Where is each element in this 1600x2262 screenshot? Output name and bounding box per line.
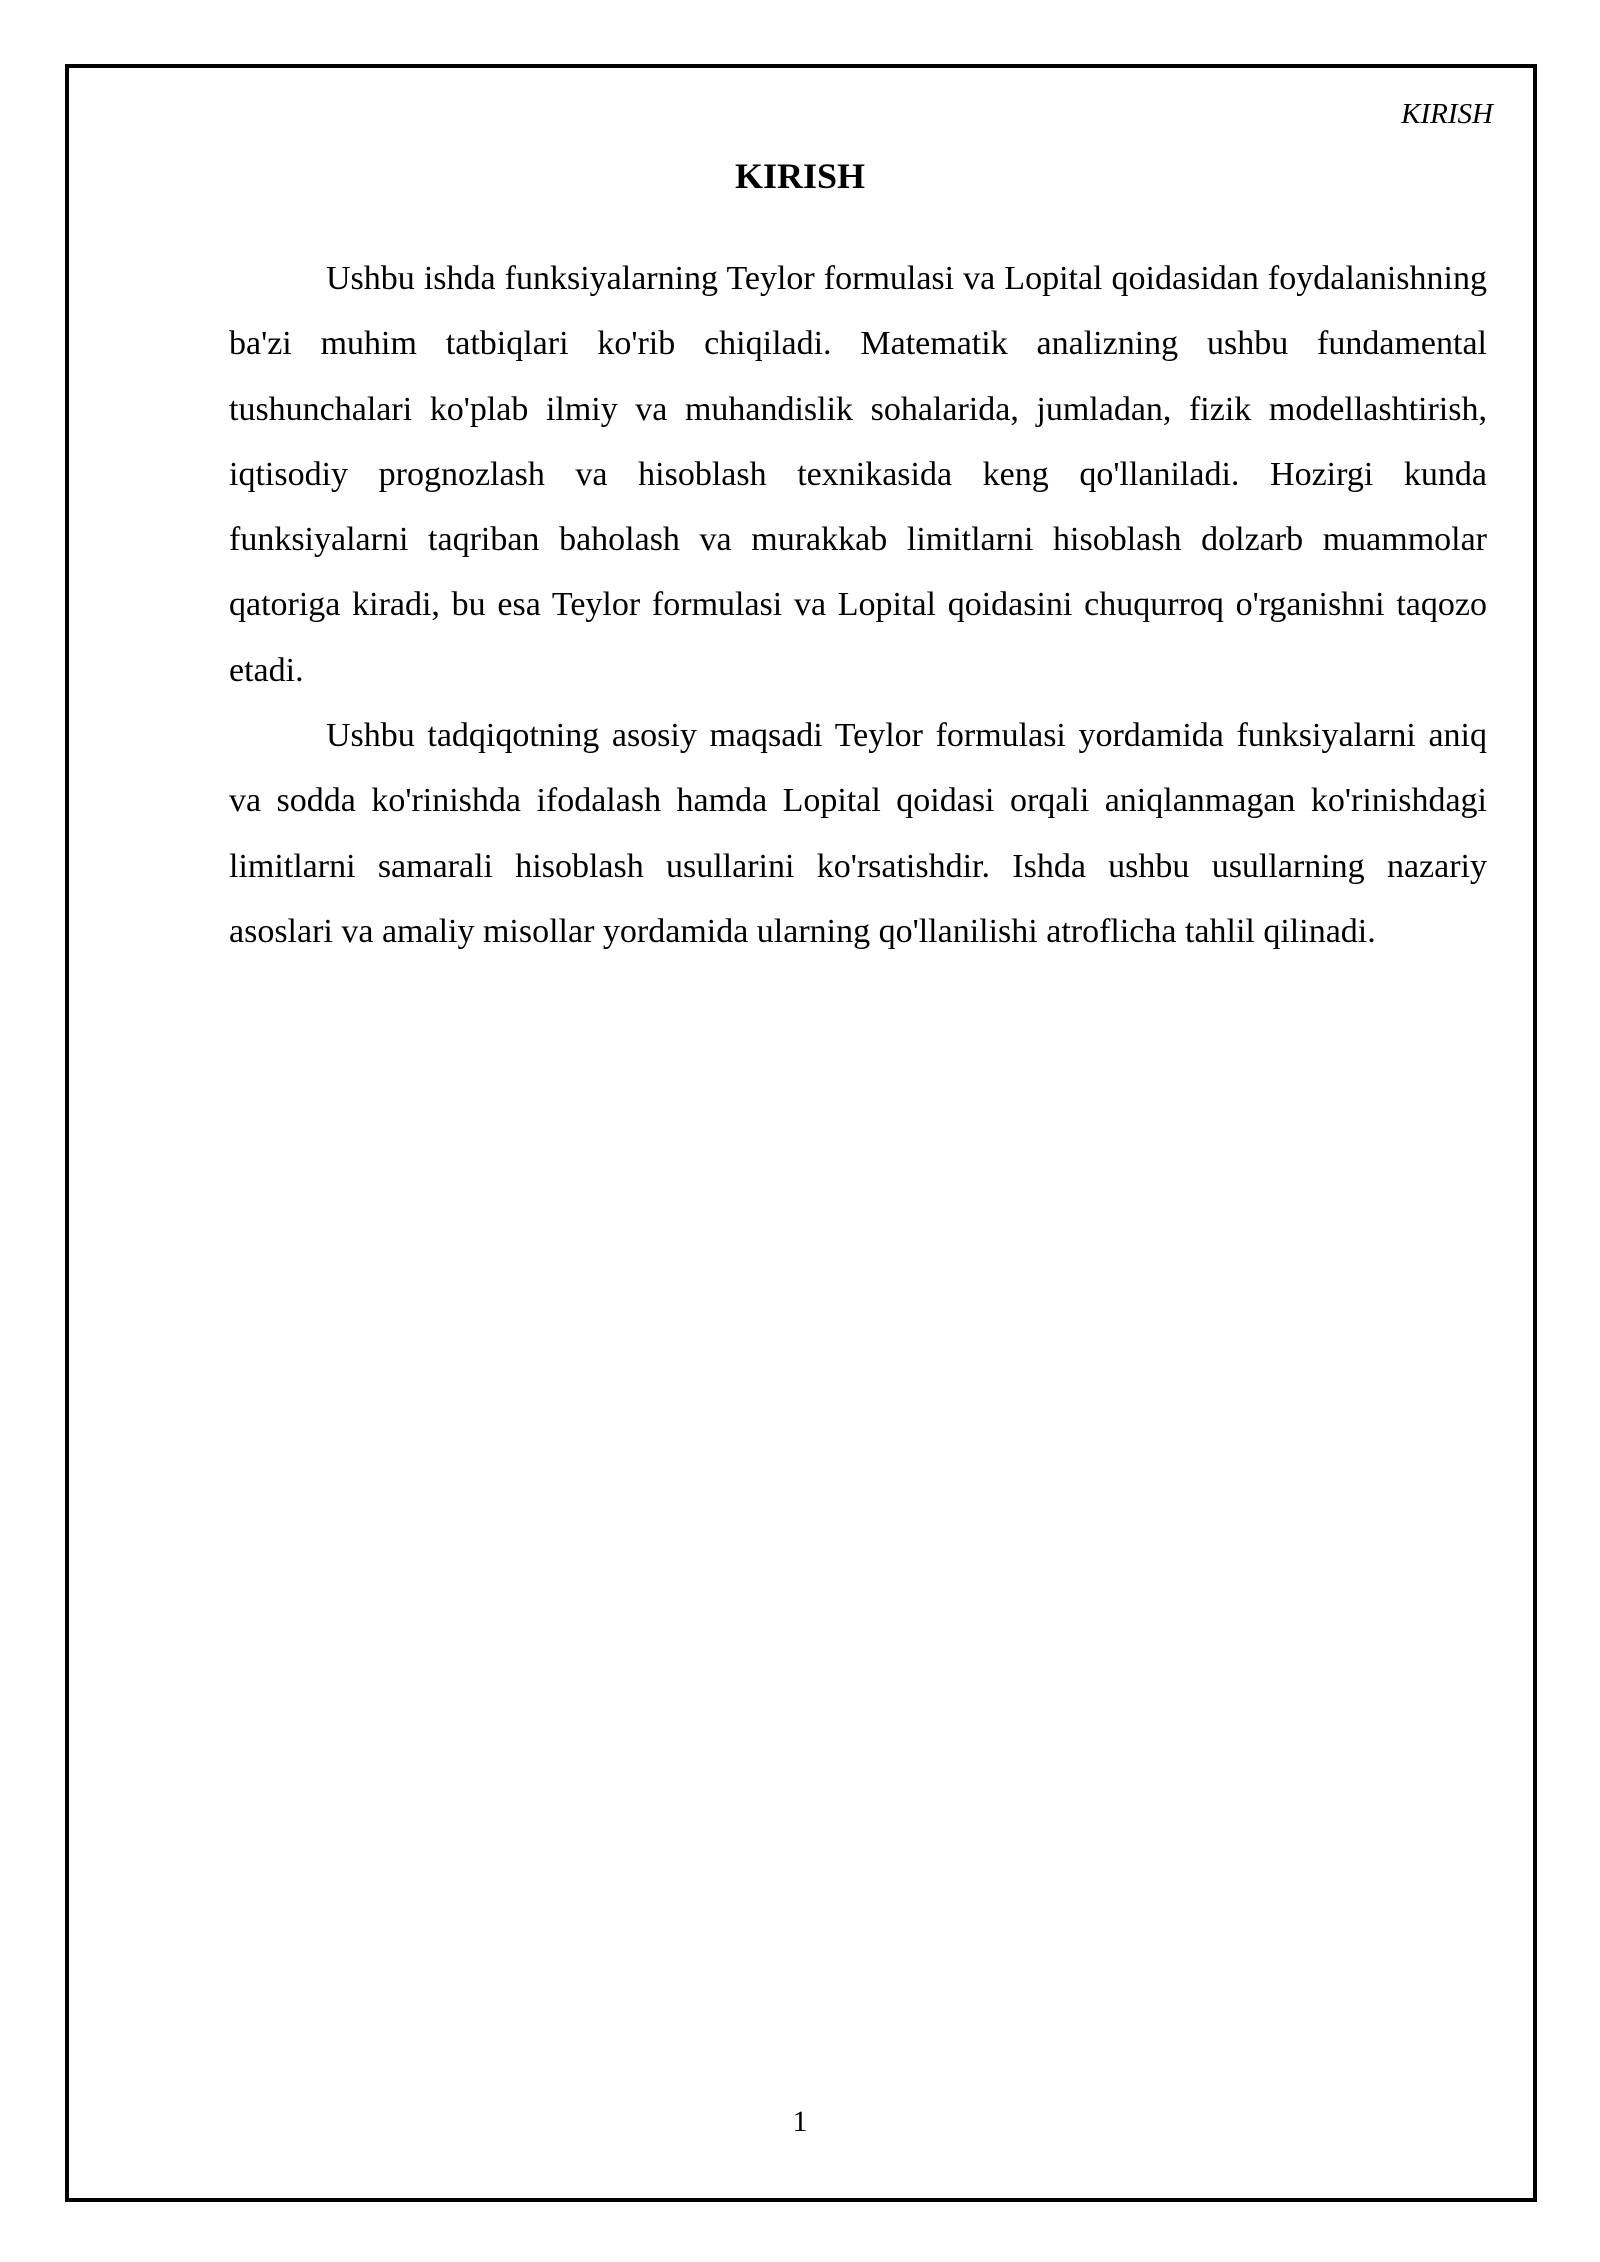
section-title: KIRISH [734, 156, 866, 196]
page-number: 1 [792, 2105, 808, 2138]
running-header: KIRISH [1401, 98, 1493, 130]
body-text [229, 246, 1487, 964]
paragraph-1: Ushbu ishda funksiyalarning Teylor formulasi va Lopital qoidasidan foydalanishning ba'zi muhim tatbiqlari ko'rib chiqiladi. Matematik analizning ushbu fundamental tushunchalari ko'plab ilmiy va muhandislik sohalarida, jumladan, fizik modellashtirish, iqtisodiy prognozlash va hisoblash texnikasida keng qo'llaniladi. Hozirgi kunda funksiyalarni taqriban baholash va murakkab limitlarni hisoblash dolzarb muammolar qatoriga kiradi, bu esa Teylor formulasi va Lopital qoidasini chuqurroq o'rganishni taqozo etadi. [229, 260, 1487, 689]
paragraph-2: Ushbu tadqiqotning asosiy maqsadi Teylor formulasi yordamida funksiyalarni aniq va sodda ko'rinishda ifodalash hamda Lopital qoidasi orqali aniqlanmagan ko'rinishdagi limitlarni samarali hisoblash usullarini ko'rsatishdir. Ishda ushbu usullarning nazariy asoslari va amaliy misollar yordamida ularning qo'llanilishi atroflicha tahlil qilinadi. [229, 717, 1487, 950]
